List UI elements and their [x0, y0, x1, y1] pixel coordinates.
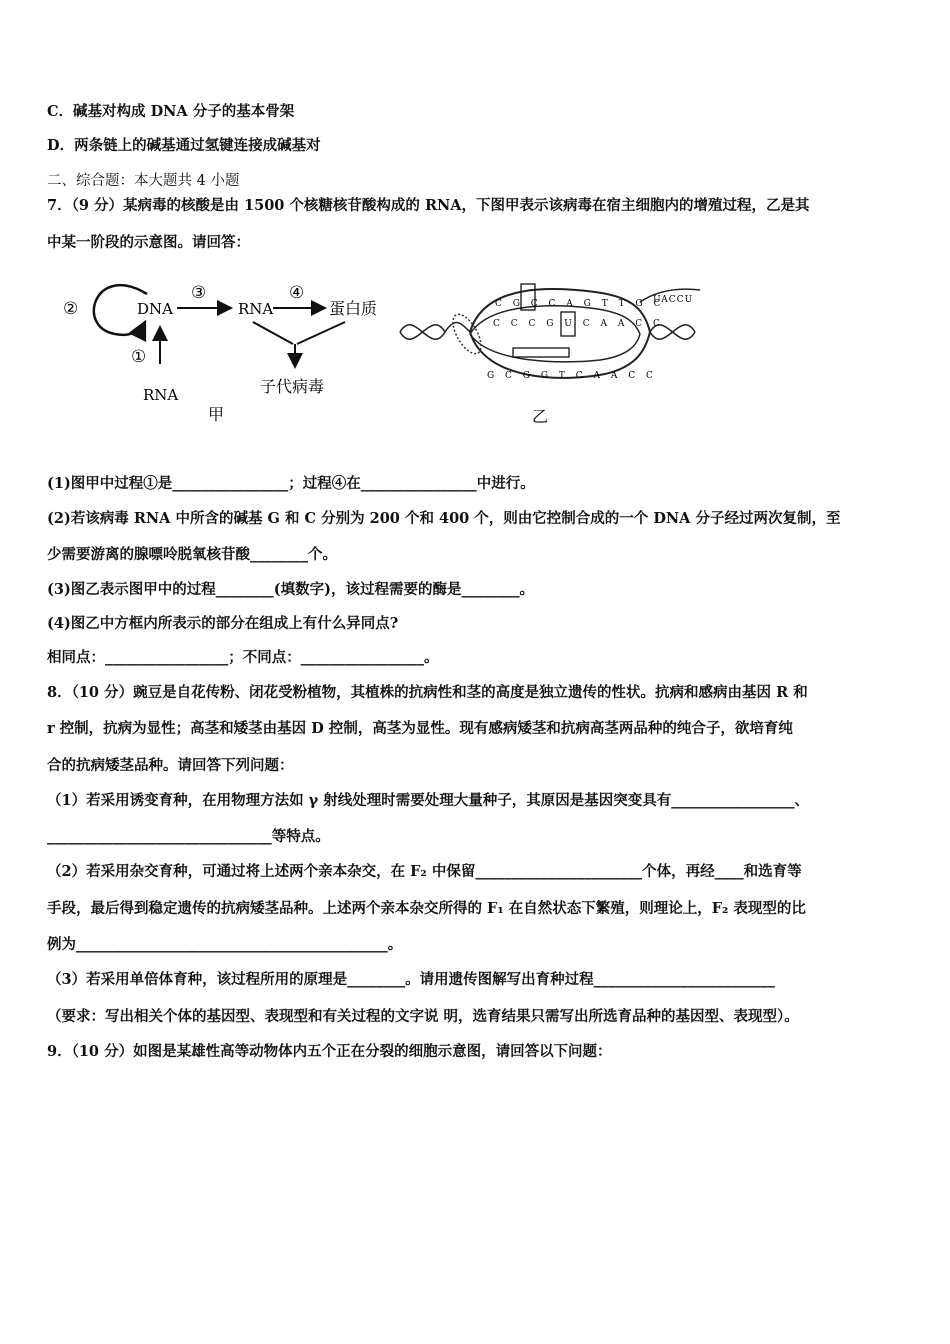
q7-sub1: (1)图甲中过程①是________________；过程④在________________中进行。 [47, 475, 535, 492]
label-rna: RNA [238, 300, 274, 318]
strand-bottom: G C G G T C A A C C [487, 371, 657, 381]
q7-sub2-line1: (2)若该病毒 RNA 中所含的碱基 G 和 C 分别为 200 个和 400 个，则由它控制合成的一个 DNA 分子经过两次复制，至 [47, 510, 841, 527]
q7-sub3: (3)图乙表示图甲中的过程________(填数字)，该过程需要的酶是________。 [47, 581, 535, 598]
q7-sub2-line2: 少需要游离的腺嘌呤脱氧核苷酸________个。 [47, 546, 337, 563]
label-4: ④ [289, 283, 305, 303]
caption-jia: 甲 [208, 405, 225, 424]
label-protein: 蛋白质 [329, 299, 378, 318]
label-offspring: 子代病毒 [260, 377, 325, 396]
q7-sub4-answer: 相同点：_________________；不同点：_________________。 [47, 649, 439, 666]
q8-sub3-note: （要求：写出相关个体的基因型、表现型和有关过程的文字说 明，选育结果只需写出所选育品种的基因型、表现型）。 [47, 1008, 799, 1025]
q7-stem-line1: 7．（9 分）某病毒的核酸是由 1500 个核糖核苷酸构成的 RNA，下图甲表示该病毒在宿主细胞内的增殖过程，乙是其 [47, 197, 810, 214]
q8-sub2-line1: （2）若采用杂交育种，可通过将上述两个亲本杂交，在 F₂ 中保留_______________________个体，再经____和选育等 [47, 863, 802, 880]
q8-sub2-line3: 例为___________________________________________。 [47, 936, 403, 953]
label-3: ③ [191, 283, 207, 303]
q8-stem-line3: 合的抗病矮茎品种。请回答下列问题： [47, 757, 294, 774]
label-dna: DNA [137, 300, 173, 318]
caption-yi: 乙 [532, 407, 549, 426]
q8-sub2-line2: 手段，最后得到稳定遗传的抗病矮茎品种。上述两个亲本杂交所得的 F₁ 在自然状态下繁殖，则理论上，F₂ 表现型的比 [47, 900, 806, 917]
q8-sub3: （3）若采用单倍体育种，该过程所用的原理是________。请用遗传图解写出育种过程_________________________ [47, 971, 775, 988]
strand-top: C G C C A G T T G C [495, 299, 665, 309]
label-rna-bottom: RNA [143, 386, 179, 404]
q8-sub1-line2: _______________________________等特点。 [47, 828, 330, 845]
strand-rna-mid: C C C G U C A A C C [493, 319, 664, 329]
option-c: C．碱基对构成 DNA 分子的基本骨架 [47, 103, 295, 120]
q8-sub1-line1: （1）若采用诱变育种，在用物理方法如 γ 射线处理时需要处理大量种子，其原因是基因突变具有_________________、 [47, 792, 810, 809]
option-d: D．两条链上的碱基通过氢键连接成碱基对 [47, 137, 321, 154]
section-heading: 二、综合题：本大题共 4 小题 [47, 173, 240, 189]
rna-tail: UACCU [653, 295, 694, 305]
q8-stem-line1: 8．（10 分）豌豆是自花传粉、闭花受粉植物，其植株的抗病性和茎的高度是独立遗传的性状。抗病和感病由基因 R 和 [47, 684, 808, 701]
enzyme-bar [513, 348, 569, 357]
label-2: ② [63, 299, 79, 319]
label-1: ① [131, 347, 147, 367]
q8-stem-line2: r 控制，抗病为显性；高茎和矮茎由基因 D 控制，高茎为显性。现有感病矮茎和抗病高茎两品种的纯合子，欲培育纯 [47, 720, 793, 737]
q9-stem: 9．（10 分）如图是某雄性高等动物体内五个正在分裂的细胞示意图，请回答以下问题： [47, 1043, 612, 1060]
figure-jia [55, 272, 400, 427]
q7-sub4: (4)图乙中方框内所表示的部分在组成上有什么异同点? [47, 615, 399, 632]
q7-stem-line2: 中某一阶段的示意图。请回答： [47, 234, 250, 251]
figure-yi [395, 262, 715, 427]
